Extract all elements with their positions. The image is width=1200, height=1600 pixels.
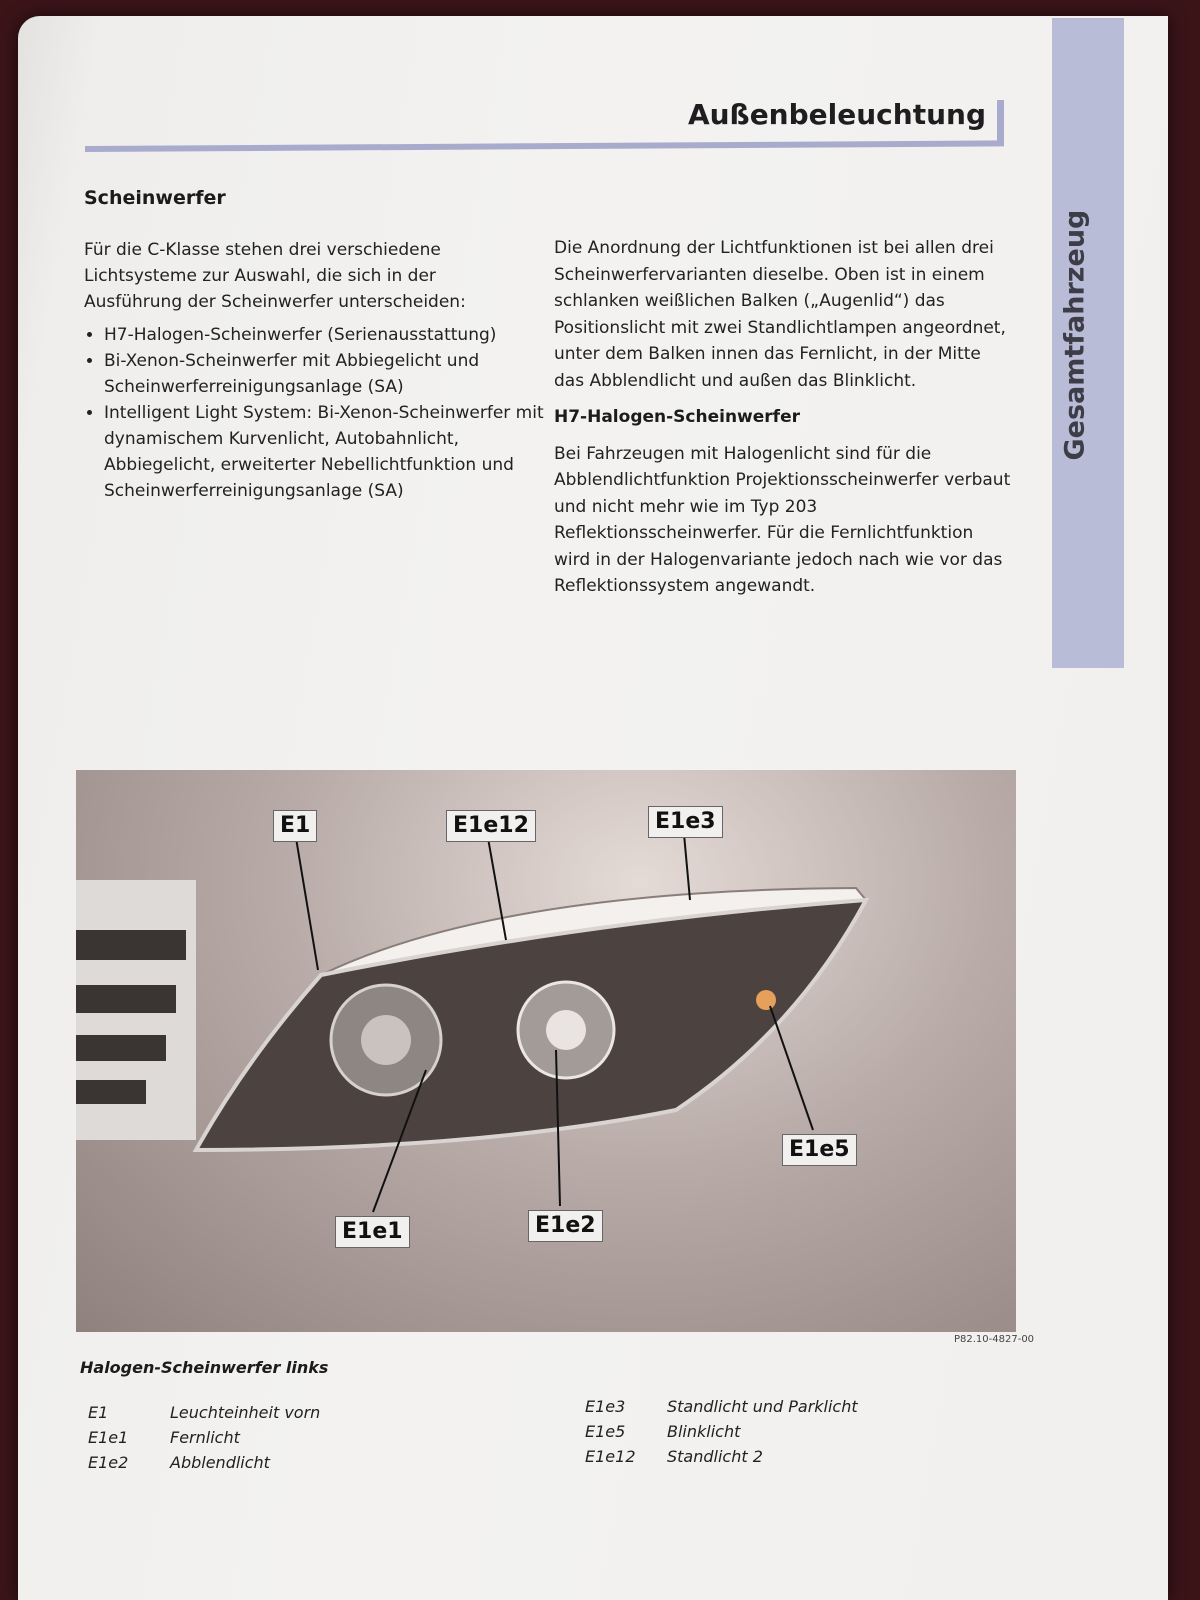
section-tab-label: Gesamtfahrzeug (1059, 209, 1091, 461)
legend-code: E1e1 (88, 1428, 129, 1447)
figure-code: P82.10-4827-00 (954, 1334, 1035, 1345)
list-item: • H7-Halogen-Scheinwerfer (Serienausstattung) (104, 322, 544, 348)
callout-e1e3: E1e3 (648, 806, 723, 838)
headlight-illustration (76, 770, 1016, 1332)
legend-row (585, 1444, 858, 1469)
legend-row (88, 1400, 320, 1425)
blinker-bulb (756, 990, 776, 1010)
halogen-paragraph: Bei Fahrzeugen mit Halogenlicht sind für die Abblendlichtfunktion Projektionsscheinwerfer verbaut und nicht mehr wie im Typ 203 Reflektionsscheinwerfer. Für die Fernlichtfunktion wird in der Halogenvariante jedoch nach wie vor das Reflektionssystem angewandt. (554, 443, 1011, 596)
legend-code: E1e3 (585, 1397, 626, 1416)
title-accent-bar (997, 100, 1004, 146)
subheading: H7-Halogen-Scheinwerfer (554, 407, 800, 427)
callout-e1e2: E1e2 (528, 1210, 603, 1242)
arrangement-paragraph: Die Anordnung der Lichtfunktionen ist bei allen drei Scheinwerfervarianten dieselbe. Oben ist in einem schlanken weißlichen Balken („Augenlid“) das Positionslicht mit zwei Standlichtlampen angeordnet, unter dem Balken innen das Fernlicht, in der Mitte das Abblendlicht und außen das Blinklicht. (554, 238, 1006, 391)
legend-label: Fernlicht (170, 1428, 240, 1447)
high-beam-bulb (361, 1015, 411, 1065)
grille-graphic (76, 880, 196, 1140)
section-heading: Scheinwerfer (84, 187, 226, 209)
right-column (554, 235, 1014, 600)
legend-label: Abblendlicht (170, 1453, 270, 1472)
callout-e1e12: E1e12 (446, 810, 536, 842)
legend-row (585, 1394, 858, 1419)
page-title: Außenbeleuchtung (687, 98, 986, 131)
legend-row (585, 1419, 858, 1444)
legend-code: E1 (88, 1403, 109, 1422)
list-item: • Bi-Xenon-Scheinwerfer mit Abbiegelicht und Scheinwerferreinigungsanlage (SA) (104, 348, 544, 400)
legend-label: Standlicht und Parklicht (667, 1397, 858, 1416)
callout-e1e5: E1e5 (782, 1134, 857, 1166)
lighting-systems-list (84, 322, 544, 504)
legend-label: Blinklicht (667, 1422, 741, 1441)
intro-paragraph: Für die C-Klasse stehen drei verschiedene Lichtsysteme zur Auswahl, die sich in der Ausführung der Scheinwerfer unterscheiden: (84, 240, 466, 312)
legend-row (88, 1450, 320, 1475)
legend-left (88, 1400, 320, 1475)
legend-label: Leuchteinheit vorn (170, 1403, 321, 1422)
headlight-photo (76, 770, 1016, 1332)
projector-center (546, 1010, 586, 1050)
legend-code: E1e12 (585, 1447, 636, 1466)
legend-code: E1e2 (88, 1453, 129, 1472)
callout-e1: E1 (273, 810, 317, 842)
legend-row (88, 1425, 320, 1450)
callout-e1e1: E1e1 (335, 1216, 410, 1248)
legend-right (585, 1394, 858, 1469)
list-item: • Intelligent Light System: Bi-Xenon-Scheinwerfer mit dynamischem Kurvenlicht, Autobahnlicht, Abbiegelicht, erweiterter Nebellichtfunktion und Scheinwerferreinigungsanlage (SA) (104, 400, 544, 504)
figure-caption: Halogen-Scheinwerfer links (80, 1358, 329, 1377)
legend-code: E1e5 (585, 1422, 626, 1441)
legend-label: Standlicht 2 (667, 1447, 763, 1466)
